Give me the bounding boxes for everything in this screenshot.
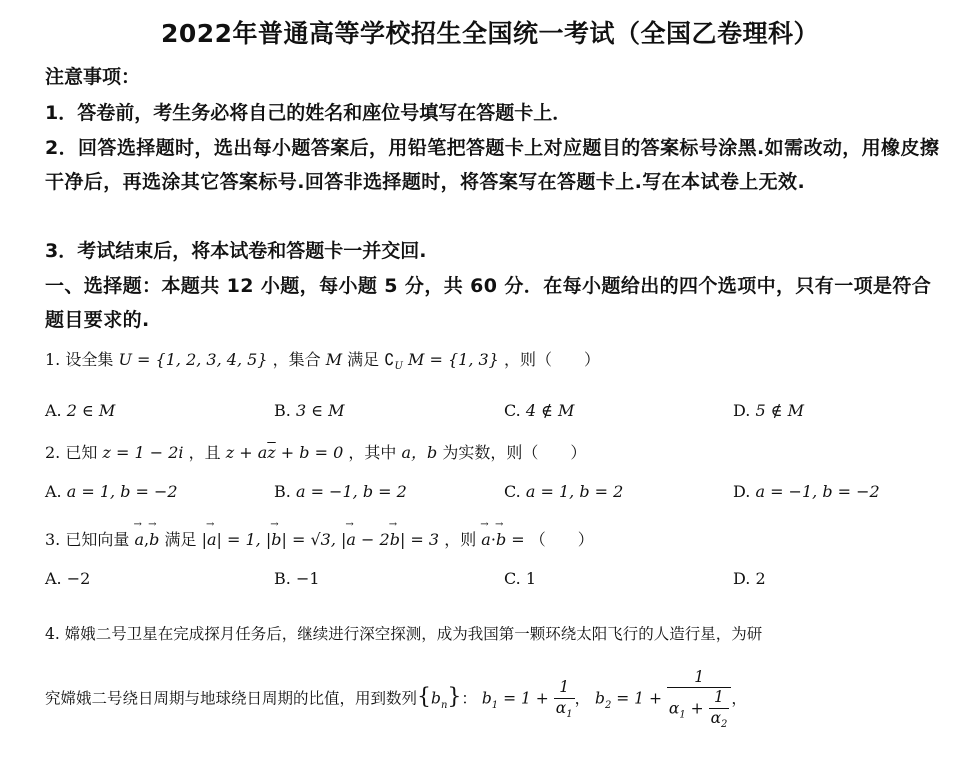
q1-option-c[interactable]: [504, 401, 574, 420]
math-expression: | = √3, |: [281, 530, 347, 549]
vector-b: → b: [271, 530, 281, 549]
option-expression: 3 ∈ M: [295, 401, 345, 420]
fraction-numerator: 1: [694, 668, 705, 686]
conjugate-z: $\overline{z}$: [267, 443, 276, 462]
fraction-numerator: 1: [714, 688, 724, 707]
math-expression: | = 3: [399, 530, 440, 549]
math-expression: = 1 +: [611, 689, 667, 708]
math-expression: M = {1, 3}: [408, 350, 499, 369]
notice-heading: 注意事项：: [45, 66, 141, 88]
question-number: 4.: [45, 625, 60, 643]
option-label: A.: [45, 569, 62, 588]
question-3: 3. 已知向量 → a,→ b 满足 |→ a| = 1, |→ b| = √3, |→ a − 2→ b| = 3 ，则 → a·→ b = （ ）: [45, 527, 594, 550]
math-subscript: 1: [679, 709, 686, 721]
q1-option-d[interactable]: [733, 401, 804, 420]
q3-option-d[interactable]: [733, 569, 766, 588]
question-number: 3.: [45, 530, 61, 549]
math-expression: − 2: [355, 530, 390, 549]
math-subscript: 1: [491, 699, 499, 711]
option-label: A.: [45, 482, 62, 501]
question-2: [45, 440, 586, 463]
question-text: = （ ）: [506, 530, 594, 549]
question-text: ，: [731, 689, 747, 708]
question-text: 已知: [65, 443, 98, 462]
option-label: D.: [733, 482, 751, 501]
option-label: A.: [45, 401, 62, 420]
vector-b: → b: [496, 530, 506, 549]
vector-a: → a: [134, 530, 144, 549]
question-text: 究嫦娥二号绕日周期与地球绕日周期的比值，用到数列: [45, 689, 418, 708]
math-variable: a，b: [401, 443, 438, 462]
math-subscript: 2: [721, 718, 728, 730]
question-text: 满足: [347, 350, 380, 369]
option-expression: a = −1, b = 2: [295, 482, 407, 501]
question-text: 为实数，则（ ）: [442, 443, 587, 462]
vector-b: → b: [149, 530, 159, 549]
question-text: ，其中: [348, 443, 397, 462]
notice-item-1: 1．答卷前，考生务必将自己的姓名和座位号填写在答题卡上．: [45, 102, 572, 124]
vector-a: → a: [481, 530, 491, 549]
option-label: D.: [733, 401, 751, 420]
question-4-line-2: 究嫦娥二号绕日周期与地球绕日周期的比值，用到数列$\{b_n\}$： $b_1 = 1$ + $\frac{1}{\alpha_1}$ ， $b_2 = 1$ + 1 $\alpha_1$ + $\frac{1}{\alpha_2}$ ，: [45, 668, 747, 730]
option-label: C.: [504, 401, 521, 420]
continued-fraction: [667, 668, 732, 731]
q2-option-a[interactable]: [45, 482, 178, 501]
question-number: 1.: [45, 350, 61, 369]
exam-title: 2022年普通高等学校招生全国统一考试（全国乙卷理科）: [160, 19, 820, 48]
question-text: ，: [574, 689, 591, 708]
option-expression: −1: [295, 569, 320, 588]
q3-option-a[interactable]: [45, 569, 90, 588]
math-expression: | = 1, |: [216, 530, 272, 549]
question-text: ，集合: [272, 350, 321, 369]
math-expression: + b = 0: [275, 443, 344, 462]
math-variable: M: [325, 350, 343, 369]
question-4: [45, 622, 762, 644]
math-expression: = 1 +: [498, 689, 554, 708]
q3-option-c[interactable]: [504, 569, 536, 588]
vector-a: → a: [346, 530, 356, 549]
q1-option-b[interactable]: [274, 401, 345, 420]
q2-option-c[interactable]: [504, 482, 623, 501]
question-text: 满足: [164, 530, 197, 549]
option-expression: −2: [66, 569, 91, 588]
option-expression: a = −1, b = −2: [755, 482, 880, 501]
fraction-numerator: 1: [559, 678, 570, 697]
option-label: D.: [733, 569, 751, 588]
q3-option-b[interactable]: [274, 569, 320, 588]
question-text: 嫦娥二号卫星在完成探月任务后，继续进行深空探测，成为我国第一颗环绕太阳飞行的人造行星，为研: [64, 625, 763, 643]
math-expression: U = {1, 2, 3, 4, 5}: [118, 350, 268, 369]
math-variable: b: [431, 689, 441, 708]
notice-item-3: 3．考试结束后，将本试卷和答题卡一并交回.: [45, 240, 427, 262]
option-expression: 4 ∉ M: [525, 401, 575, 420]
question-text: ，且: [188, 443, 221, 462]
math-expression: z = 1 − 2i: [102, 443, 184, 462]
vector-a: → a: [207, 530, 217, 549]
notice-item-2: 2．回答选择题时，选出每小题答案后，用铅笔把答题卡上对应题目的答案标号涂黑.如需改动，用橡皮擦干净后，再选涂其它答案标号.回答非选择题时，将答案写在答题卡上.写在本试卷上无效.: [45, 137, 940, 193]
q2-option-d[interactable]: [733, 482, 880, 501]
fraction-denominator: α: [555, 698, 567, 717]
option-expression: 2: [755, 569, 766, 588]
math-variable: b: [481, 689, 492, 708]
fraction: [554, 678, 575, 721]
fraction-denominator: α: [710, 708, 722, 727]
section-heading: 一、选择题：本题共 12 小题，每小题 5 分，共 60 分．在每小题给出的四个选项中，只有一项是符合题目要求的.: [45, 275, 932, 331]
complement-symbol: ∁: [384, 350, 395, 369]
option-expression: a = 1, b = −2: [66, 482, 178, 501]
nested-fraction: [709, 688, 730, 731]
option-expression: a = 1, b = 2: [525, 482, 624, 501]
math-expression: +: [685, 699, 709, 718]
option-label: B.: [274, 401, 291, 420]
question-text: ，则: [444, 530, 477, 549]
fraction-denominator: α: [668, 699, 680, 718]
math-expression: z + a: [225, 443, 268, 462]
q1-option-a[interactable]: [45, 401, 115, 420]
question-text: 已知向量: [65, 530, 130, 549]
vector-b: → b: [390, 530, 400, 549]
option-expression: 2 ∈ M: [66, 401, 116, 420]
option-expression: 5 ∉ M: [755, 401, 805, 420]
math-subscript: n: [440, 699, 448, 711]
question-text: 设全集: [65, 350, 114, 369]
math-variable: b: [595, 689, 605, 708]
option-expression: 1: [525, 569, 537, 588]
math-subscript: 1: [566, 708, 573, 720]
option-label: C.: [504, 569, 521, 588]
math-subscript: U: [394, 361, 403, 373]
q2-option-b[interactable]: [274, 482, 407, 501]
question-number: 2.: [45, 443, 61, 462]
question-text: ，则（ ）: [503, 350, 600, 369]
question-1: [45, 347, 600, 372]
option-label: C.: [504, 482, 521, 501]
option-label: B.: [274, 482, 291, 501]
option-label: B.: [274, 569, 291, 588]
math-subscript: 2: [604, 699, 612, 711]
question-text: ：: [461, 689, 477, 708]
